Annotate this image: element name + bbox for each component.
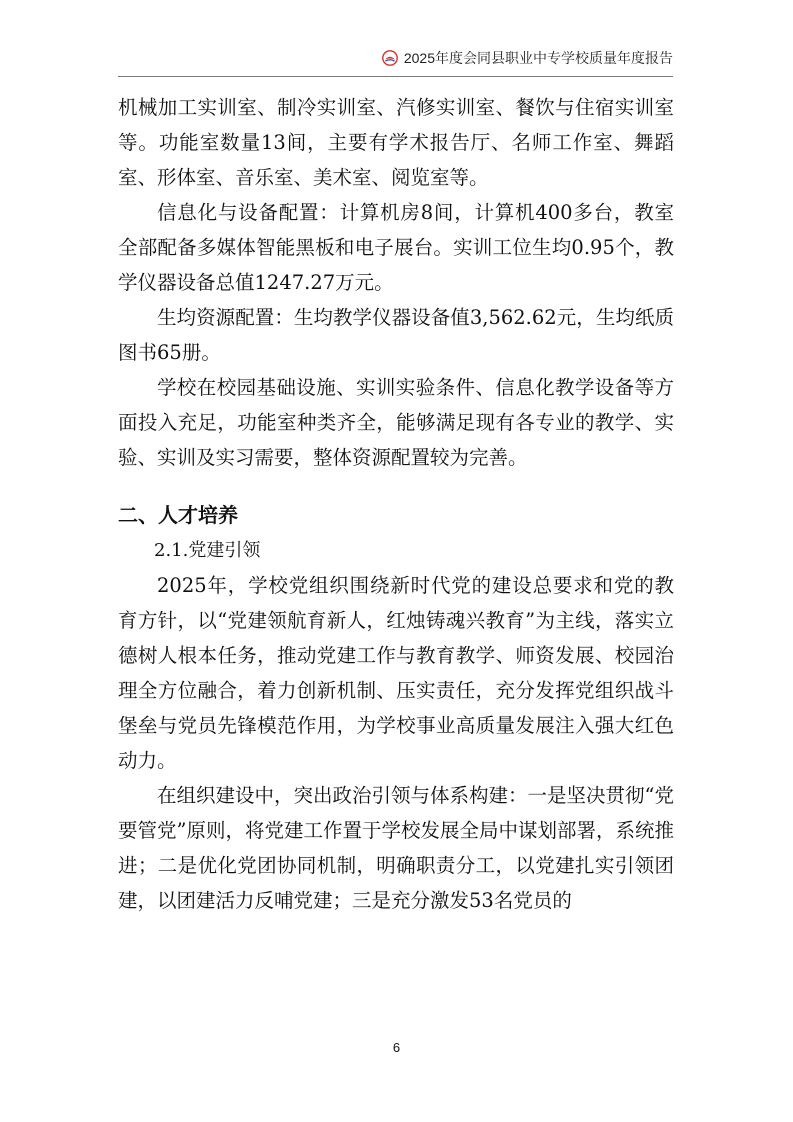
paragraph: 机械加工实训室、制冷实训室、汽修实训室、餐饮与住宿实训室等。功能室数量13间，主要有学术报告厅、名师工作室、舞蹈室、形体室、音乐室、美术室、阅览室等。 <box>118 96 674 189</box>
paragraph: 信息化与设备配置：计算机房8间，计算机400多台，教室全部配备多媒体智能黑板和电子展台。实训工位生均0.95个，教学仪器设备总值1247.27万元。 <box>118 201 674 294</box>
page-header <box>382 48 673 68</box>
paragraph: 学校在校园基础设施、实训实验条件、信息化教学设备等方面投入充足，功能室种类齐全，能够满足现有各专业的教学、实验、实训及实习需要，整体资源配置较为完善。 <box>118 376 674 469</box>
subsection-heading: 2.1.党建引领 <box>154 540 261 561</box>
paragraph: 2025年，学校党组织围绕新时代党的建设总要求和党的教育方针，以“党建领航育新人，红烛铸魂兴教育”为主线，落实立德树人根本任务，推动党建工作与教育教学、师资发展、校园治理全方位融合，着力创新机制、压实责任，充分发挥党组织战斗堡垒与党员先锋模范作用，为学校事业高质量发展注入强大红色动力。 <box>118 574 674 772</box>
header-divider <box>118 76 673 77</box>
paragraph: 在组织建设中，突出政治引领与体系构建：一是坚决贯彻“党要管党”原则，将党建工作置于学校发展全局中谋划部署，系统推进；二是优化党团协同机制，明确职责分工，以党建扎实引领团建，以团建活力反哺党建；三是充分激发53名党员的 <box>118 784 674 912</box>
body-content <box>118 90 674 918</box>
section-heading: 二、人才培养 <box>118 503 238 527</box>
school-badge-icon <box>382 50 398 66</box>
paragraph: 生均资源配置：生均教学仪器设备值3,562.62元，生均纸质图书65册。 <box>118 306 674 364</box>
header-title: 2025年度会同县职业中专学校质量年度报告 <box>403 50 673 66</box>
page-number: 6 <box>392 1040 401 1055</box>
